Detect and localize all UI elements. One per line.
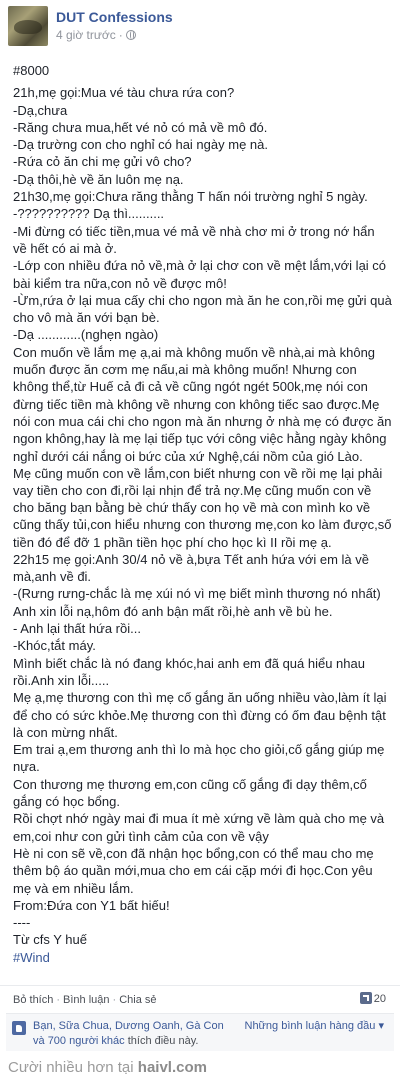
globe-icon [126, 30, 136, 40]
text-line: -Mi đừng có tiếc tiền,mua vé mả về nhà chơ mi ở trong nớ hẩn [13, 223, 375, 239]
text-line: để cho có sức khỏe.Mẹ thương con thì đừng có ốm đau bệnh tật [13, 707, 386, 723]
watermark-caption: Cười nhiều hơn tại [8, 1059, 138, 1076]
text-line: ---- [13, 915, 31, 931]
post-timestamp[interactable]: 4 giờ trước [56, 28, 116, 42]
text-line: Mình biết chắc là nó đang khóc,hai anh em đã quá hiểu nhau [13, 655, 365, 671]
text-line: -Dạ ............(nghẹn ngào) [13, 327, 159, 343]
text-line: -Dạ,chưa [13, 102, 68, 118]
text-line: vay tiền cho con đi,rồi lại nhịn để trả nợ.Mẹ cũng muốn con về [13, 483, 372, 499]
text-line: đừng tiếc tiền mà không về nhưng con không tiếc sao được.Mẹ [13, 396, 380, 412]
others-link[interactable]: 700 người khác [47, 1035, 125, 1047]
text-line: về hết có ai mà ở. [13, 240, 117, 256]
unlike-link[interactable]: Bỏ thích [13, 994, 54, 1006]
liker-names[interactable]: Bạn, Sữa Chua, Dương Oanh, Gà Con và [33, 1020, 224, 1047]
text-line: #Wind [13, 949, 50, 965]
text-line: em,coi như con gửi tình cảm của con về vậy [13, 828, 269, 844]
text-line: thêm bộ áo quần mới,mua cho em cái cặp mới đi học.Con yêu [13, 863, 373, 879]
text-line: Từ cfs Y huế [13, 932, 87, 948]
text-line: Mẹ cũng muốn con về lắm,con biết nhưng con về rồi mẹ lại phải [13, 465, 383, 481]
thumbs-up-icon [12, 1021, 26, 1035]
text-line: nựa. [13, 759, 40, 775]
text-line: -Rứa cỏ ăn chi mẹ gửi vô cho? [13, 154, 192, 170]
comment-sort-dropdown[interactable]: Những bình luận hàng đầu ▾ [244, 1020, 384, 1032]
text-line: tiền đó để đỡ 1 phần tiền học phí cho học kì II rồi mẹ ạ. [13, 534, 332, 550]
share-link[interactable]: Chia sẻ [119, 994, 157, 1006]
post-header [0, 0, 400, 50]
post-text-part1 [13, 62, 395, 499]
text-line: 21h,mẹ gọi:Mua vé tàu chưa rứa con? [13, 85, 235, 101]
text-line: muốn được ăn cơm mẹ nấu,ai mà không muốn! Nhưng con [13, 362, 357, 378]
text-line: cho băng bạn bằng bè chứ thấy con họ về mà con mình ko về [13, 500, 371, 515]
text-line: -Khóc,tắt máy. [13, 638, 96, 654]
likes-text [33, 1019, 233, 1049]
post-text-part2 [13, 499, 395, 966]
share-count-value: 20 [373, 993, 386, 1005]
text-line: -Dạ thôi,hè về ăn luôn mẹ nạ. [13, 171, 184, 187]
text-line: mà,anh về đi. [13, 569, 92, 585]
text-line: cũng thấy tủi,con hiểu nhưng con thương mẹ,con ko làm được,số [13, 517, 392, 533]
likes-suffix: thích điều này. [124, 1035, 199, 1047]
share-icon [360, 992, 372, 1004]
text-line: ngon không,hay là mẹ lại tiếp tục với công việc hằng ngày không [13, 431, 387, 447]
text-line: rồi.Anh xin lỗi..... [13, 672, 110, 688]
action-bar [0, 985, 400, 1012]
text-line: -Lớp con nhiều đứa nỏ về,mà ở lại chơ con về mệt lắm,với lại có [13, 258, 387, 274]
text-line: -?????????? Dạ thì.......... [13, 206, 165, 222]
share-count[interactable] [360, 992, 386, 1005]
text-line: Anh xin lỗi nạ,hôm đó anh bận mất rồi,hè anh về bù he. [13, 603, 333, 619]
page-avatar[interactable] [8, 6, 48, 46]
text-line: cho vô mà ăn với bạn bè. [13, 310, 160, 326]
page-name-link[interactable]: DUT Confessions [56, 9, 173, 25]
text-line: Con thương mẹ thương em,con cũng cố gắng đi dạy thêm,cố [13, 776, 367, 792]
text-line: Con muốn về lắm mẹ ạ,ai mà không muốn về nhà,ai mà không [13, 344, 376, 360]
text-line: Hè ni con sẽ về,con đã nhận học bổng,con có thể mau cho mẹ [13, 845, 374, 861]
text-line: gắng có học bổng. [13, 794, 120, 810]
text-line: Rồi chợt nhớ ngày mai đi mua ít mè xứng về làm quà cho mẹ và [13, 811, 385, 827]
text-line: là con mừng nhất. [13, 724, 118, 740]
watermark-brand: haivl.com [137, 1059, 207, 1076]
text-line: nghỉ dưới cái nắng oi bức của xứ Nghệ,cái nồm của gió Lào. [13, 448, 363, 464]
text-line: bài kiểm tra nữa,con nỏ về được mô! [13, 275, 227, 291]
text-line: #8000 [13, 63, 50, 78]
text-line: -(Rưng rưng-chắc là mẹ xúi nó vì mẹ biết mình thương nó nhất) [13, 586, 381, 602]
text-line: - Anh lại thất hứa rồi... [13, 621, 141, 637]
likes-summary [6, 1013, 394, 1051]
text-line: -Răng chưa mua,hết vé nỏ có mả về mô đó. [13, 119, 268, 135]
watermark [0, 1052, 400, 1084]
text-line: không thể,từ Huế cả đi cả về cũng ngót ngét 500k,mẹ nói con [13, 379, 368, 395]
text-line: 22h15 mẹ gọi:Anh 30/4 nỏ về à,bựa Tết anh hứa với em là về [13, 551, 369, 567]
text-line: From:Đứa con Y1 bất hiếu! [13, 897, 170, 913]
watermark-text [8, 1059, 207, 1076]
text-line: 21h30,mẹ gọi:Chưa răng thằng T hấn nói trường nghỉ 5 ngày. [13, 189, 368, 205]
text-line: Mẹ ạ,mẹ thương con thì mẹ cố gắng ăn uống nhiều vào,làm ít lại [13, 690, 387, 706]
text-line: nói con mua cái chi cho ngon mà ăn nhưng ở nhà mẹ có được ăn [13, 413, 392, 429]
text-line: -Ừm,rứa ở lại mua cấy chi cho ngon mà ăn he con,rồi mẹ gửi quà [13, 292, 392, 308]
post-meta: 4 giờ trước · [56, 28, 136, 42]
post-actions: Bỏ thích · Bình luận · Chia sẻ [13, 994, 157, 1006]
comment-link[interactable]: Bình luận [63, 994, 110, 1006]
text-line: Em trai ạ,em thương anh thì lo mà học cho giỏi,cố gắng giúp mẹ [13, 742, 385, 758]
text-line: -Dạ trường con cho nghỉ có hai ngày mẹ nà. [13, 137, 268, 153]
text-line: mẹ và em nhiều lắm. [13, 880, 134, 896]
